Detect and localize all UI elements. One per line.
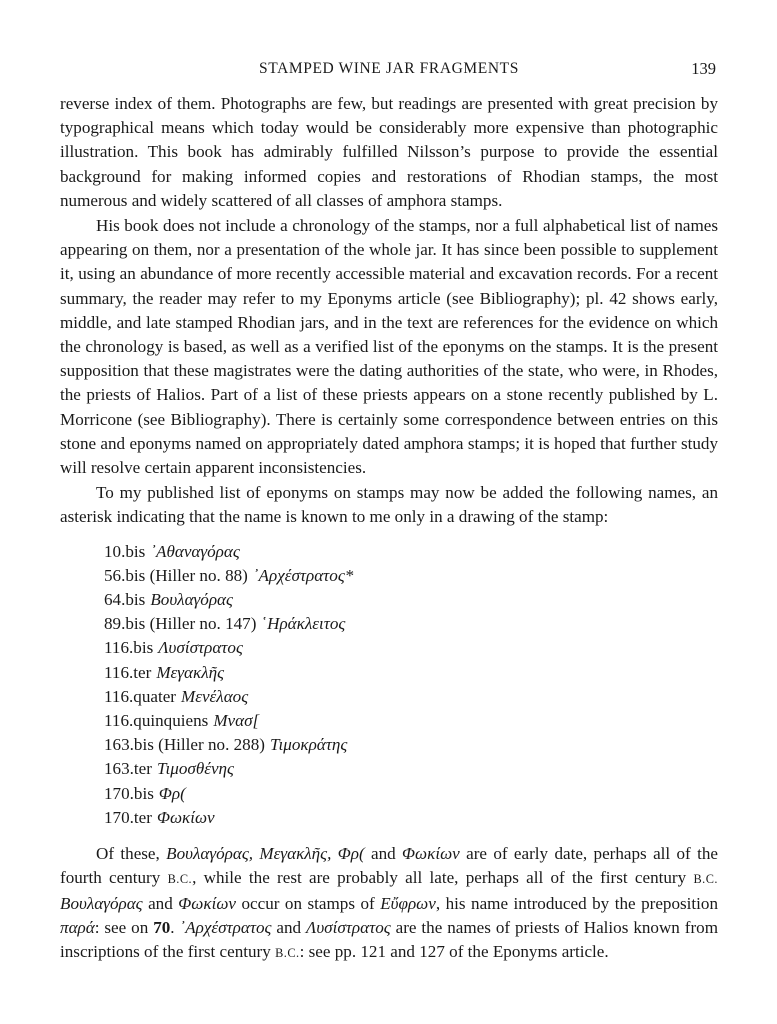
eponym-ref: 163.ter [104, 759, 152, 779]
list-item [104, 757, 718, 781]
greek-names: Βουλαγόρας, Μεγακλῆς, Φρ( [166, 844, 365, 864]
list-item [104, 540, 718, 564]
text-run: are of early date, perhaps all of the fourth century [60, 844, 718, 888]
list-item [104, 661, 718, 685]
eponym-name: ᾿Αρχέστρατος* [252, 565, 354, 585]
eponym-ref: 163.bis (Hiller no. 288) [104, 735, 265, 755]
list-item [104, 685, 718, 709]
eponym-name: Βουλαγόρας [150, 590, 233, 610]
greek-name: Φωκίων [402, 844, 460, 864]
eponym-ref: 89.bis (Hiller no. 147) [104, 614, 257, 634]
eponym-name: ᾿Αθαναγόρας [150, 541, 240, 561]
text-run: are the names of priests of Halios known from inscriptions of the first century [60, 917, 719, 961]
text-run: : see on [94, 917, 154, 937]
eponym-ref: 116.bis [104, 638, 154, 658]
eponym-ref: 116.ter [104, 662, 152, 682]
text-run: Of these, [96, 844, 167, 864]
text-run: , while the rest are probably all late, perhaps all of the first century [192, 868, 694, 888]
greek-name: Εὔφρων [380, 893, 436, 913]
text-run: , his name introduced by the preposition [435, 893, 718, 913]
eponym-name: ῾Ηράκλειτος [261, 614, 346, 634]
list-item [104, 782, 718, 806]
paragraph-2: His book does not include a chronology of the stamps, nor a full alphabetical list of names appearing on them, nor a presentation of the whole jar. It has since been possible to supplement it, using an abundance of more recently accessible material and excavation records. For a recent summary, the reader may refer to my Eponyms article (see Bibliography); pl. 42 shows early, middle, and late stamped Rhodian jars, and in the text are references for the evidence on which the chronology is based, as well as a verified list of the eponyms on the stamps. It is the present supposition that these magistrates were the dating authorities of the state, who were, in Rhodes, the priests of Halios. Part of a list of these priests appears on a stone recently published by L. Morricone (see Bibliography). There is certainly some correspondence between entries on this stone and eponyms named on appropriately dated amphora stamps; it is hoped that further study will resolve certain apparent inconsistencies. [60, 216, 718, 478]
greek-name: ᾿Αρχέστρατος [179, 917, 272, 937]
eponym-name: Μεγακλῆς [156, 662, 225, 682]
era-abbrev: B.C. [275, 945, 300, 960]
paragraph-4 [60, 842, 718, 965]
running-title: STAMPED WINE JAR FRAGMENTS [259, 60, 519, 77]
text-run: occur on stamps of [235, 893, 381, 913]
greek-name: Λυσίστρατος [306, 917, 391, 937]
page-number: 139 [691, 59, 716, 78]
cross-reference: 70 [153, 917, 171, 937]
running-head [60, 58, 718, 82]
list-item [104, 612, 718, 636]
greek-name: Βουλαγόρας [60, 893, 143, 913]
eponym-name: Μνασ[ [213, 711, 260, 731]
eponym-name: Λυσίστρατος [158, 638, 243, 658]
text-run: and [271, 917, 306, 937]
paragraph-3: To my published list of eponyms on stamps may now be added the following names, an asterisk indicating that the name is known to me only in a drawing of the stamp: [60, 483, 718, 527]
eponym-ref: 64.bis [104, 590, 146, 610]
eponym-ref: 116.quinquiens [104, 711, 209, 731]
greek-word: παρά [60, 917, 95, 937]
era-abbrev: B.C. [167, 872, 193, 887]
eponym-name: Φρ( [158, 783, 186, 803]
list-item [104, 564, 718, 588]
list-item [104, 636, 718, 660]
eponym-list [104, 540, 718, 830]
eponym-ref: 10.bis [104, 541, 146, 561]
era-abbrev: B.C. [693, 872, 718, 887]
eponym-name: Τιμοσθένης [156, 759, 234, 779]
list-item [104, 733, 718, 757]
list-item [104, 806, 718, 830]
text-run: : see pp. 121 and 127 of the Eponyms article. [299, 941, 609, 961]
text-run: and [364, 844, 403, 864]
eponym-name: Φωκίων [156, 807, 215, 827]
eponym-name: Τιμοκράτης [269, 735, 348, 755]
eponym-ref: 170.ter [104, 807, 152, 827]
page [60, 58, 718, 965]
paragraph-1: reverse index of them. Photographs are few, but readings are presented with great precision by typographical means which today would be considerably more expensive than photographic illustration. This book has admirably fulfilled Nilsson’s purpose to provide the essential background for making informed copies and restorations of Rhodian stamps, the most numerous and widely scattered of all classes of amphora stamps. [60, 94, 718, 210]
list-item [104, 588, 718, 612]
eponym-ref: 116.quater [104, 686, 176, 706]
eponym-ref: 56.bis (Hiller no. 88) [104, 565, 248, 585]
text-run: and [142, 893, 179, 913]
text-run: . [170, 917, 180, 937]
list-item [104, 709, 718, 733]
eponym-name: Μενέλαος [181, 686, 249, 706]
greek-name: Φωκίων [178, 893, 236, 913]
eponym-ref: 170.bis [104, 783, 154, 803]
